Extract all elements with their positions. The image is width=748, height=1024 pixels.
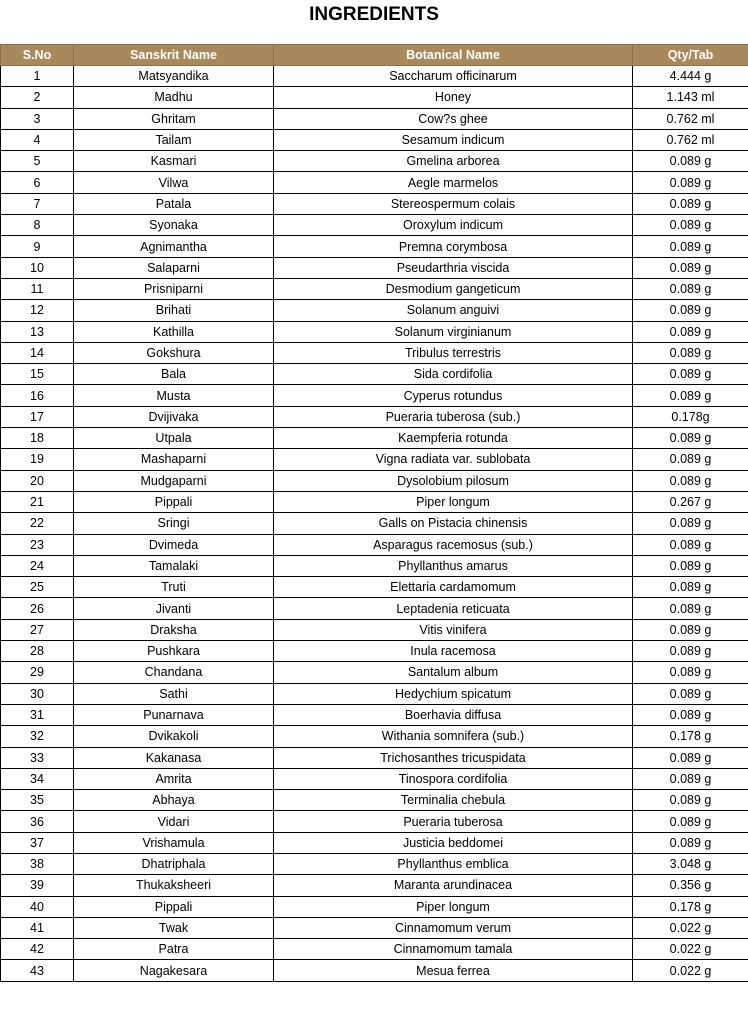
cell-qty: 0.089 g	[633, 641, 748, 662]
cell-botanical-name: Pueraria tuberosa (sub.)	[274, 406, 633, 427]
cell-sanskrit-name: Dvijivaka	[74, 406, 274, 427]
cell-sanskrit-name: Pippali	[74, 491, 274, 512]
cell-sanskrit-name: Draksha	[74, 619, 274, 640]
cell-qty: 0.762 ml	[633, 108, 748, 129]
table-row	[1, 321, 748, 342]
table-row	[1, 172, 748, 193]
table-row	[1, 853, 748, 874]
cell-sanskrit-name: Mashaparni	[74, 449, 274, 470]
cell-sanskrit-name: Dvimeda	[74, 534, 274, 555]
cell-sanskrit-name: Patala	[74, 193, 274, 214]
cell-qty: 0.089 g	[633, 747, 748, 768]
cell-sanskrit-name: Agnimantha	[74, 236, 274, 257]
cell-botanical-name: Solanum anguivi	[274, 300, 633, 321]
cell-qty: 3.048 g	[633, 853, 748, 874]
cell-sno: 3	[1, 108, 74, 129]
cell-sno: 25	[1, 577, 74, 598]
table-row	[1, 939, 748, 960]
cell-sno: 17	[1, 406, 74, 427]
cell-sanskrit-name: Amrita	[74, 768, 274, 789]
cell-botanical-name: Trichosanthes tricuspidata	[274, 747, 633, 768]
cell-qty: 0.089 g	[633, 534, 748, 555]
table-row	[1, 704, 748, 725]
cell-sno: 37	[1, 832, 74, 853]
cell-botanical-name: Maranta arundinacea	[274, 875, 633, 896]
header-sanskrit-name: Sanskrit Name	[74, 45, 274, 66]
cell-sno: 43	[1, 960, 74, 981]
cell-sno: 33	[1, 747, 74, 768]
cell-qty: 0.089 g	[633, 555, 748, 576]
cell-qty: 0.089 g	[633, 236, 748, 257]
table-row	[1, 385, 748, 406]
table-row	[1, 598, 748, 619]
table-row	[1, 811, 748, 832]
cell-botanical-name: Boerhavia diffusa	[274, 704, 633, 725]
header-sno: S.No	[1, 45, 74, 66]
cell-sanskrit-name: Chandana	[74, 662, 274, 683]
cell-sno: 19	[1, 449, 74, 470]
cell-sno: 4	[1, 129, 74, 150]
cell-qty: 0.089 g	[633, 662, 748, 683]
table-row	[1, 364, 748, 385]
cell-botanical-name: Gmelina arborea	[274, 151, 633, 172]
cell-sno: 38	[1, 853, 74, 874]
cell-botanical-name: Cow?s ghee	[274, 108, 633, 129]
cell-sanskrit-name: Dhatriphala	[74, 853, 274, 874]
cell-qty: 0.089 g	[633, 278, 748, 299]
cell-sanskrit-name: Ghritam	[74, 108, 274, 129]
cell-botanical-name: Saccharum officinarum	[274, 66, 633, 87]
cell-sno: 22	[1, 513, 74, 534]
cell-qty: 0.089 g	[633, 321, 748, 342]
cell-sno: 11	[1, 278, 74, 299]
cell-qty: 0.089 g	[633, 832, 748, 853]
cell-botanical-name: Cinnamomum tamala	[274, 939, 633, 960]
cell-qty: 0.089 g	[633, 704, 748, 725]
cell-botanical-name: Pueraria tuberosa	[274, 811, 633, 832]
cell-sanskrit-name: Patra	[74, 939, 274, 960]
cell-botanical-name: Phyllanthus emblica	[274, 853, 633, 874]
cell-botanical-name: Asparagus racemosus (sub.)	[274, 534, 633, 555]
cell-sno: 35	[1, 790, 74, 811]
cell-sanskrit-name: Tamalaki	[74, 555, 274, 576]
cell-sanskrit-name: Kakanasa	[74, 747, 274, 768]
cell-sanskrit-name: Sringi	[74, 513, 274, 534]
header-row	[1, 45, 748, 66]
cell-qty: 0.089 g	[633, 172, 748, 193]
page-title: INGREDIENTS	[309, 4, 439, 25]
cell-sanskrit-name: Utpala	[74, 428, 274, 449]
cell-sno: 14	[1, 342, 74, 363]
cell-sanskrit-name: Pippali	[74, 896, 274, 917]
cell-sanskrit-name: Pushkara	[74, 641, 274, 662]
cell-sno: 41	[1, 917, 74, 938]
cell-qty: 0.089 g	[633, 577, 748, 598]
table-row	[1, 257, 748, 278]
cell-sno: 29	[1, 662, 74, 683]
cell-qty: 0.089 g	[633, 790, 748, 811]
table-row	[1, 470, 748, 491]
cell-botanical-name: Justicia beddomei	[274, 832, 633, 853]
table-row	[1, 66, 748, 87]
cell-qty: 0.089 g	[633, 513, 748, 534]
cell-qty: 0.022 g	[633, 960, 748, 981]
cell-botanical-name: Terminalia chebula	[274, 790, 633, 811]
cell-botanical-name: Cinnamomum verum	[274, 917, 633, 938]
cell-qty: 0.089 g	[633, 193, 748, 214]
cell-qty: 0.356 g	[633, 875, 748, 896]
table-row	[1, 790, 748, 811]
cell-botanical-name: Premna corymbosa	[274, 236, 633, 257]
table-row	[1, 129, 748, 150]
table-row	[1, 300, 748, 321]
cell-sanskrit-name: Kathilla	[74, 321, 274, 342]
cell-qty: 4.444 g	[633, 66, 748, 87]
cell-sanskrit-name: Mudgaparni	[74, 470, 274, 491]
cell-qty: 0.089 g	[633, 811, 748, 832]
table-row	[1, 747, 748, 768]
cell-qty: 0.022 g	[633, 917, 748, 938]
cell-qty: 0.089 g	[633, 619, 748, 640]
cell-sno: 21	[1, 491, 74, 512]
cell-botanical-name: Desmodium gangeticum	[274, 278, 633, 299]
cell-sno: 30	[1, 683, 74, 704]
cell-sanskrit-name: Vidari	[74, 811, 274, 832]
cell-sno: 12	[1, 300, 74, 321]
cell-sno: 20	[1, 470, 74, 491]
cell-qty: 0.089 g	[633, 151, 748, 172]
cell-botanical-name: Phyllanthus amarus	[274, 555, 633, 576]
cell-sno: 18	[1, 428, 74, 449]
cell-sanskrit-name: Twak	[74, 917, 274, 938]
cell-sanskrit-name: Dvikakoli	[74, 726, 274, 747]
cell-sno: 7	[1, 193, 74, 214]
table-row	[1, 875, 748, 896]
table-row	[1, 108, 748, 129]
cell-sno: 34	[1, 768, 74, 789]
cell-botanical-name: Aegle marmelos	[274, 172, 633, 193]
cell-sno: 39	[1, 875, 74, 896]
cell-botanical-name: Tinospora cordifolia	[274, 768, 633, 789]
table-row	[1, 193, 748, 214]
cell-qty: 0.089 g	[633, 683, 748, 704]
cell-botanical-name: Kaempferia rotunda	[274, 428, 633, 449]
cell-sanskrit-name: Gokshura	[74, 342, 274, 363]
cell-sanskrit-name: Musta	[74, 385, 274, 406]
table-row	[1, 428, 748, 449]
cell-qty: 0.089 g	[633, 598, 748, 619]
cell-botanical-name: Solanum virginianum	[274, 321, 633, 342]
cell-sanskrit-name: Madhu	[74, 87, 274, 108]
cell-sno: 13	[1, 321, 74, 342]
cell-sno: 8	[1, 215, 74, 236]
table-row	[1, 917, 748, 938]
cell-botanical-name: Galls on Pistacia chinensis	[274, 513, 633, 534]
cell-botanical-name: Piper longum	[274, 491, 633, 512]
cell-botanical-name: Hedychium spicatum	[274, 683, 633, 704]
table-row	[1, 236, 748, 257]
cell-botanical-name: Mesua ferrea	[274, 960, 633, 981]
cell-sno: 24	[1, 555, 74, 576]
cell-qty: 0.089 g	[633, 768, 748, 789]
cell-sanskrit-name: Salaparni	[74, 257, 274, 278]
cell-sno: 2	[1, 87, 74, 108]
cell-sno: 10	[1, 257, 74, 278]
cell-sanskrit-name: Punarnava	[74, 704, 274, 725]
cell-qty: 0.089 g	[633, 385, 748, 406]
table-row	[1, 342, 748, 363]
cell-qty: 0.178 g	[633, 896, 748, 917]
table-row	[1, 406, 748, 427]
cell-sno: 16	[1, 385, 74, 406]
ingredients-table	[0, 44, 748, 982]
cell-qty: 0.022 g	[633, 939, 748, 960]
cell-botanical-name: Sida cordifolia	[274, 364, 633, 385]
table-row	[1, 619, 748, 640]
cell-sno: 40	[1, 896, 74, 917]
table-row	[1, 768, 748, 789]
cell-qty: 0.089 g	[633, 364, 748, 385]
cell-botanical-name: Sesamum indicum	[274, 129, 633, 150]
cell-botanical-name: Elettaria cardamomum	[274, 577, 633, 598]
table-row	[1, 278, 748, 299]
cell-sno: 31	[1, 704, 74, 725]
cell-sno: 32	[1, 726, 74, 747]
table-row	[1, 513, 748, 534]
cell-sno: 1	[1, 66, 74, 87]
cell-qty: 0.762 ml	[633, 129, 748, 150]
cell-botanical-name: Vitis vinifera	[274, 619, 633, 640]
cell-sanskrit-name: Abhaya	[74, 790, 274, 811]
cell-qty: 0.089 g	[633, 215, 748, 236]
table-body	[1, 66, 748, 982]
table-header	[1, 45, 748, 66]
cell-qty: 0.178g	[633, 406, 748, 427]
cell-botanical-name: Stereospermum colais	[274, 193, 633, 214]
cell-botanical-name: Cyperus rotundus	[274, 385, 633, 406]
cell-sanskrit-name: Syonaka	[74, 215, 274, 236]
table-row	[1, 449, 748, 470]
header-qty-per-tab: Qty/Tab	[633, 45, 748, 66]
cell-sanskrit-name: Bala	[74, 364, 274, 385]
cell-sno: 42	[1, 939, 74, 960]
cell-sanskrit-name: Nagakesara	[74, 960, 274, 981]
cell-sanskrit-name: Matsyandika	[74, 66, 274, 87]
cell-botanical-name: Honey	[274, 87, 633, 108]
table-row	[1, 960, 748, 981]
cell-qty: 1.143 ml	[633, 87, 748, 108]
table-row	[1, 832, 748, 853]
cell-sno: 6	[1, 172, 74, 193]
table-row	[1, 726, 748, 747]
cell-botanical-name: Oroxylum indicum	[274, 215, 633, 236]
cell-qty: 0.089 g	[633, 257, 748, 278]
cell-qty: 0.089 g	[633, 342, 748, 363]
table-row	[1, 577, 748, 598]
cell-botanical-name: Santalum album	[274, 662, 633, 683]
table-row	[1, 215, 748, 236]
table-row	[1, 534, 748, 555]
table-row	[1, 662, 748, 683]
cell-qty: 0.089 g	[633, 449, 748, 470]
cell-qty: 0.267 g	[633, 491, 748, 512]
table-row	[1, 683, 748, 704]
cell-sno: 23	[1, 534, 74, 555]
cell-sanskrit-name: Prisniparni	[74, 278, 274, 299]
cell-sno: 9	[1, 236, 74, 257]
cell-sanskrit-name: Thukaksheeri	[74, 875, 274, 896]
cell-sno: 15	[1, 364, 74, 385]
cell-sanskrit-name: Truti	[74, 577, 274, 598]
cell-qty: 0.089 g	[633, 428, 748, 449]
cell-sanskrit-name: Brihati	[74, 300, 274, 321]
cell-botanical-name: Dysolobium pilosum	[274, 470, 633, 491]
cell-qty: 0.089 g	[633, 300, 748, 321]
cell-botanical-name: Pseudarthria viscida	[274, 257, 633, 278]
cell-sno: 36	[1, 811, 74, 832]
cell-sanskrit-name: Vilwa	[74, 172, 274, 193]
cell-botanical-name: Leptadenia reticuata	[274, 598, 633, 619]
cell-sanskrit-name: Jivanti	[74, 598, 274, 619]
table-row	[1, 87, 748, 108]
cell-qty: 0.178 g	[633, 726, 748, 747]
cell-botanical-name: Withania somnifera (sub.)	[274, 726, 633, 747]
cell-sno: 26	[1, 598, 74, 619]
cell-botanical-name: Tribulus terrestris	[274, 342, 633, 363]
cell-sno: 28	[1, 641, 74, 662]
table-row	[1, 641, 748, 662]
cell-botanical-name: Piper longum	[274, 896, 633, 917]
table-row	[1, 555, 748, 576]
cell-botanical-name: Vigna radiata var. sublobata	[274, 449, 633, 470]
cell-sanskrit-name: Vrishamula	[74, 832, 274, 853]
table-row	[1, 896, 748, 917]
cell-sno: 5	[1, 151, 74, 172]
cell-sno: 27	[1, 619, 74, 640]
table-row	[1, 151, 748, 172]
cell-sanskrit-name: Tailam	[74, 129, 274, 150]
cell-botanical-name: Inula racemosa	[274, 641, 633, 662]
header-botanical-name: Botanical Name	[274, 45, 633, 66]
cell-qty: 0.089 g	[633, 470, 748, 491]
cell-sanskrit-name: Kasmari	[74, 151, 274, 172]
table-row	[1, 491, 748, 512]
cell-sanskrit-name: Sathi	[74, 683, 274, 704]
